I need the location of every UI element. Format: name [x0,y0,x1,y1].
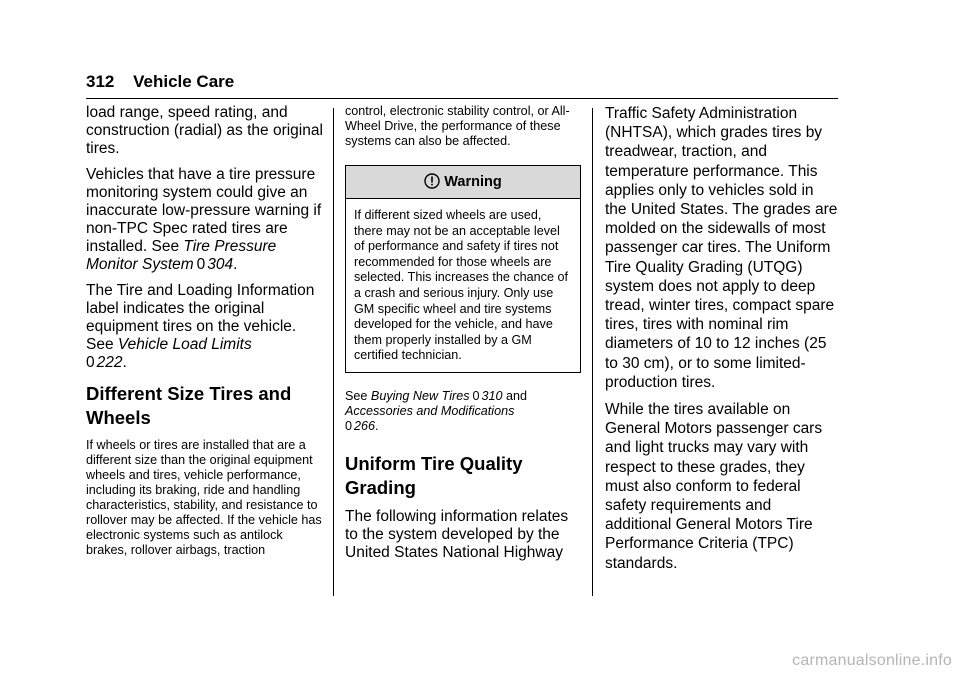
paragraph [86,282,326,372]
reference-title: Accessories and Modifications [345,403,515,418]
paragraph: control, electronic stability control, or All-Wheel Drive, the performance of these systems can also be affected. [345,104,570,148]
header-rule [86,98,838,99]
reference-arrow-icon: 0 [86,354,95,371]
paragraph: The following information relates to the system developed by the United States National Highway [345,507,569,561]
reference-page: 304 [207,256,234,273]
column-1 [86,104,326,558]
column-2 [345,104,581,570]
period: . [375,418,379,433]
paragraph: load range, speed rating, and construction (radial) as the original tires. [86,104,323,157]
reference-page: 222 [96,354,123,371]
section-heading: Different Size Tires and Wheels [86,383,292,428]
paragraph-text: Vehicles that have a tire pressure monitoring system could give an inaccurate low-pressure warning if non-TPC Spec rated tires are installed. See [86,166,322,255]
paragraph: If wheels or tires are installed that are a different size than the original equipment wheels and tires, vehicle performance, including its braking, ride and handling characteristics, stability, and resistance to rollover may be affected. If the vehicle has electronic systems such as antilock brakes, rollover airbags, traction [86,438,322,557]
cross-reference-link[interactable] [345,404,514,433]
see-prefix: See [345,388,371,403]
reference-arrow-icon: 0 [472,388,480,403]
reference-title: Buying New Tires [370,388,470,403]
section-heading: Uniform Tire Quality Grading [345,452,523,498]
section-title: Vehicle Care [133,72,235,91]
column-3 [605,104,838,581]
paragraph: Traffic Safety Administration (NHTSA), which grades tires by treadwear, traction, and temperature performance. This applies only to vehicles sold in the United States. The grades are molded on the sidewalls of most passenger car tires. The Uniform Tire Quality Grading (UTQG) system does not apply to deep tread, winter tires, compact spare tires, tires with nominal rim diameters of 10 to 12 inches (25 to 30 cm), or to some limited-production tires. [605,105,838,391]
cross-reference-link[interactable] [371,389,503,403]
period: . [233,256,238,273]
reference-arrow-icon: 0 [345,418,353,433]
paragraph: While the tires available on General Motors passenger cars and light trucks may vary with respect to these grades, they must also conform to federal safety requirements and additional General Motors Tire Performance Criteria (TPC) standards. [605,401,823,572]
paragraph [86,166,326,274]
reference-page: 310 [481,388,503,403]
see-also [345,389,581,434]
warning-body: If different sized wheels are used, there may not be an acceptable level of performance and safety if tires not recommended for those wheels are selected. This increases the chance of a crash and serious injury. Only use GM specific wheel and tire systems developed for the vehicle, and have them properly installed by a GM certified technician. [354,208,568,363]
reference-title: Vehicle Load Limits [117,336,252,353]
reference-title: Tire Pressure Monitor System [86,238,277,273]
reference-page: 266 [354,418,376,433]
warning-title: Warning [444,174,502,190]
warning-header [346,166,580,199]
reference-arrow-icon: 0 [196,256,206,273]
and-text: and [502,388,528,403]
paragraph-text: The Tire and Loading Information label indicates the original equipment tires on the vehicle. See [86,282,315,353]
warning-box [345,165,581,373]
watermark: carmanualsonline.info [792,652,952,669]
column-divider-2 [592,108,593,596]
page-header [86,72,234,92]
page-number: 312 [86,72,115,91]
column-divider-1 [333,108,334,596]
warning-icon [424,173,440,189]
period: . [122,354,127,371]
